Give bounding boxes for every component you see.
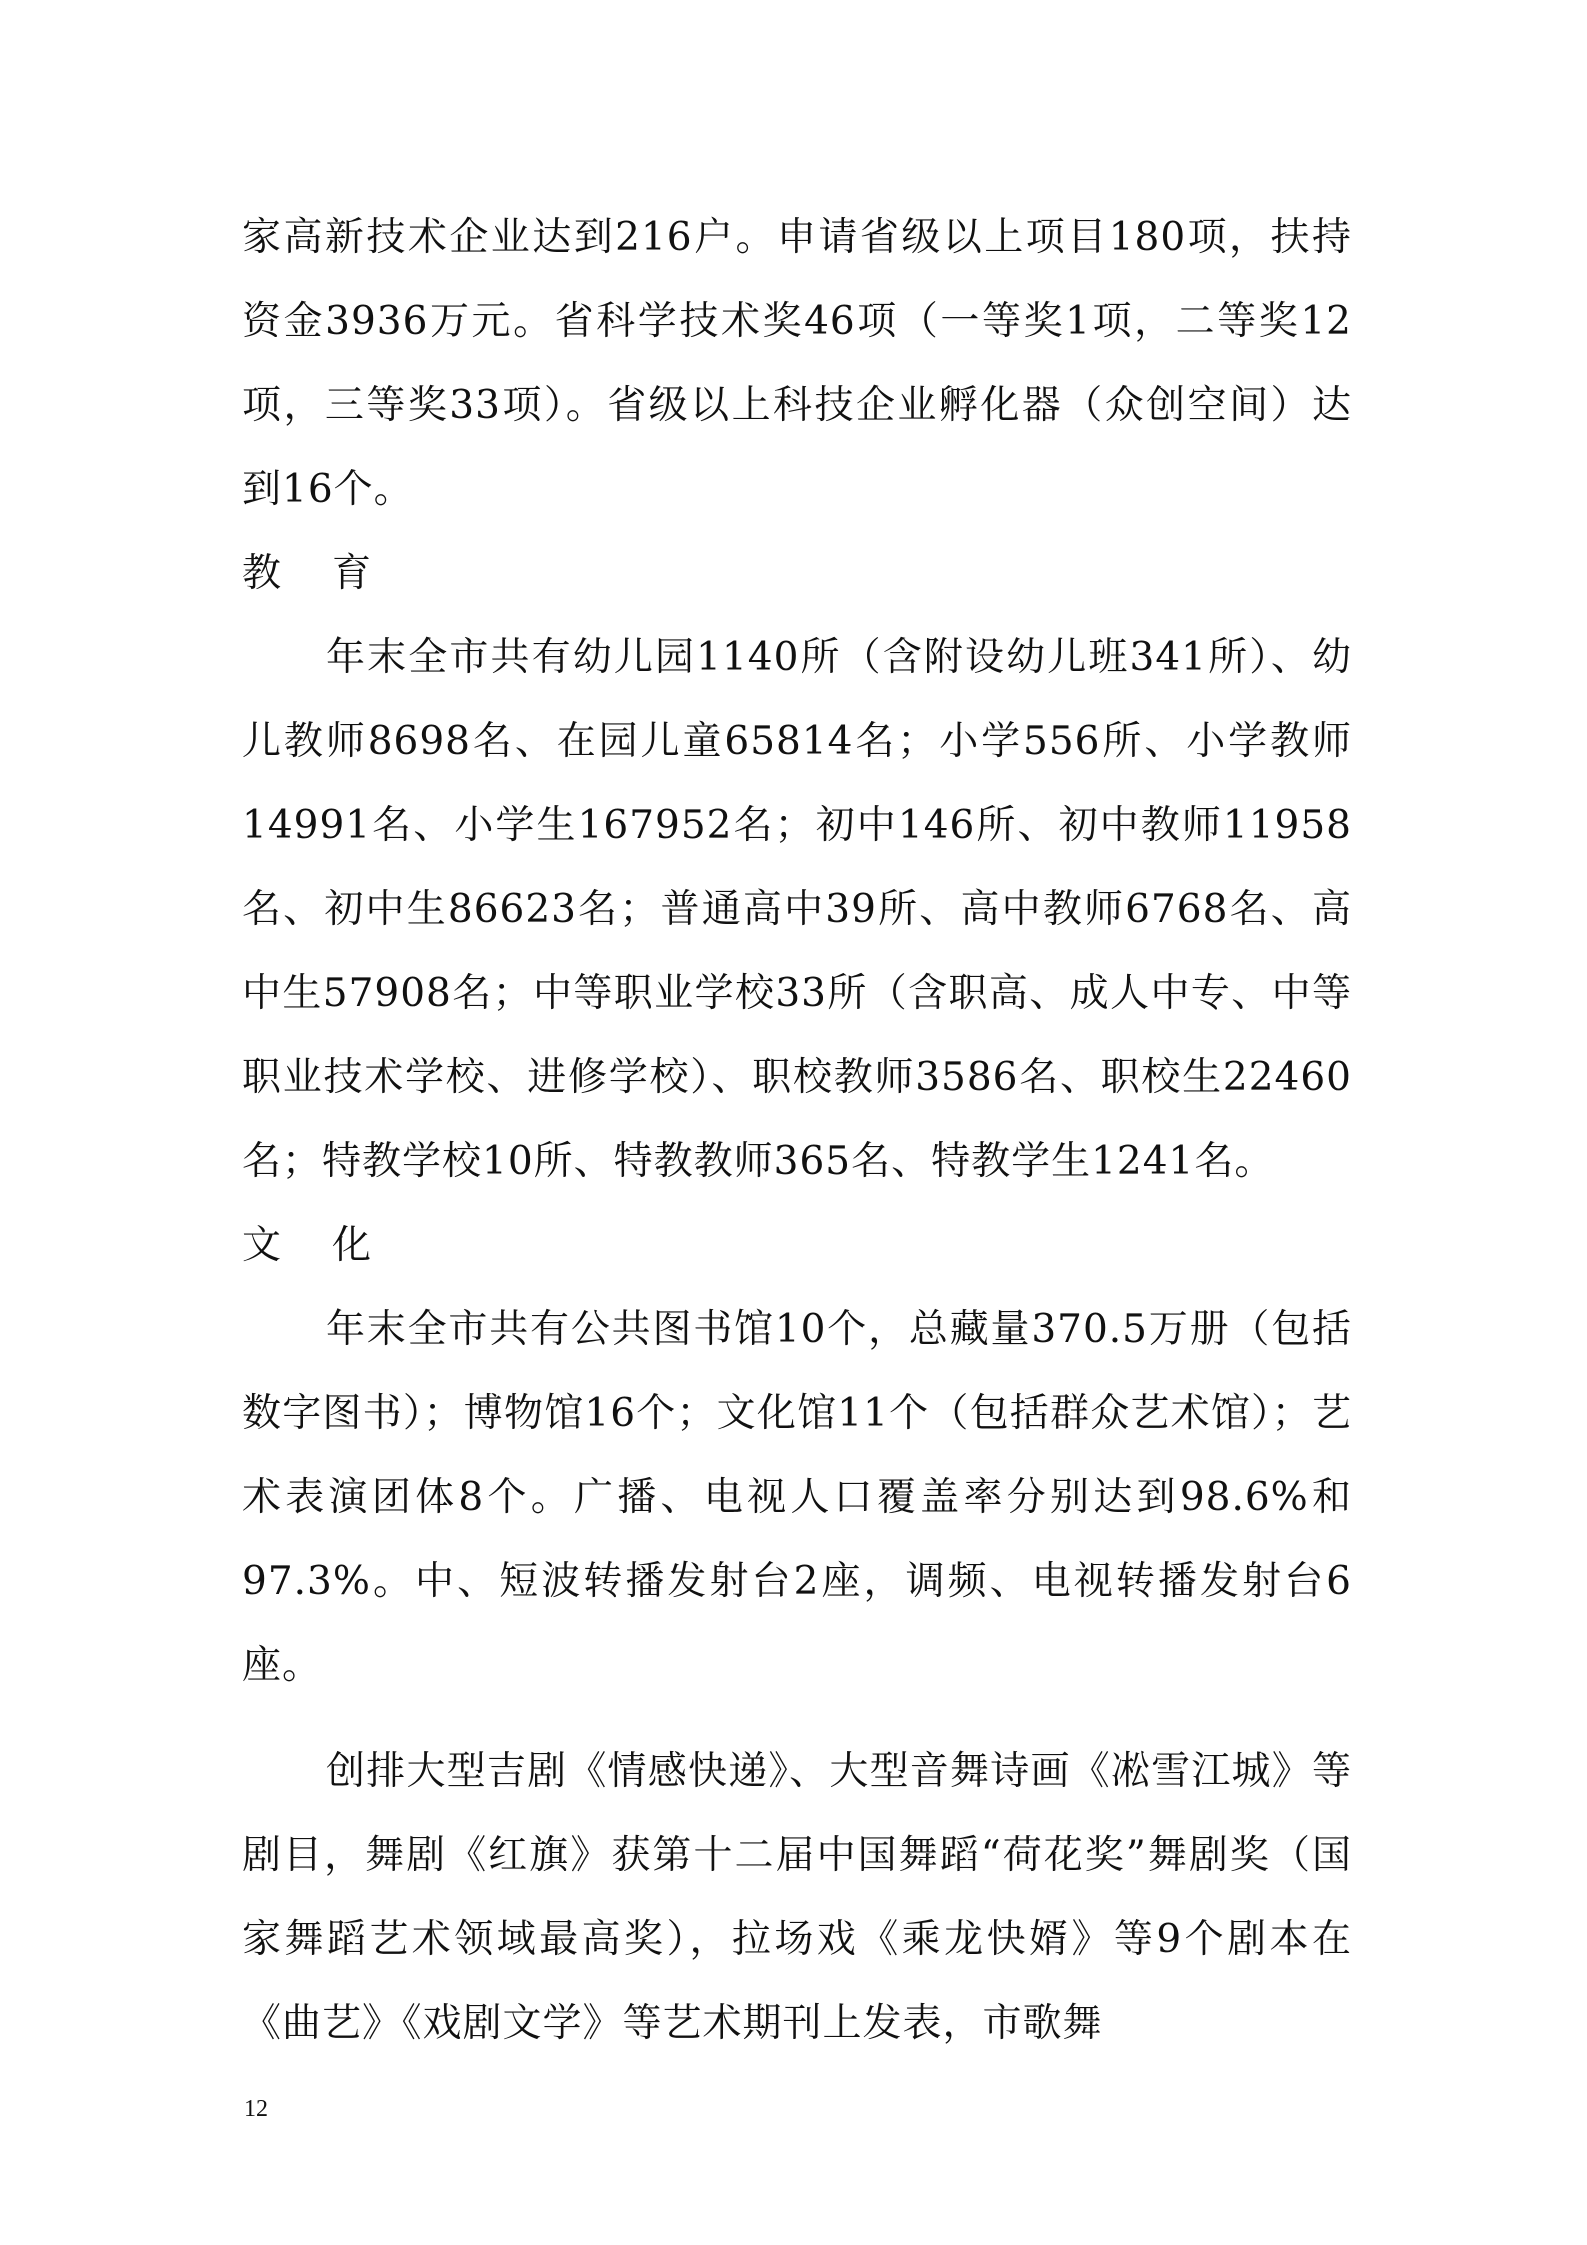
section-heading-culture [242, 1204, 1352, 1288]
page-number: 12 [244, 2096, 268, 2122]
culture-paragraph-2: 创排大型吉剧《情感快递》、大型音舞诗画《凇雪江城》等剧目，舞剧《红旗》获第十二届中国舞蹈“荷花奖”舞剧奖（国家舞蹈艺术领域最高奖），拉场戏《乘龙快婿》等9个剧本在《曲艺》《戏剧文学》等艺术期刊上发表，市歌舞 [242, 1749, 1352, 2046]
heading-education-char-2: 育 [332, 551, 373, 596]
heading-culture-char-2: 化 [332, 1223, 373, 1268]
culture-paragraph-1: 年末全市共有公共图书馆10个，总藏量370.5万册（包括数字图书）；博物馆16个；文化馆11个（包括群众艺术馆）；艺术表演团体8个。广播、电视人口覆盖率分别达到98.6%和97.3%。中、短波转播发射台2座，调频、电视转播发射台6座。 [242, 1307, 1352, 1688]
heading-education-char-1: 教 [242, 551, 283, 596]
tech-continuation-paragraph: 家高新技术企业达到216户。申请省级以上项目180项，扶持资金3936万元。省科学技术奖46项（一等奖1项，二等奖12项，三等奖33项）。省级以上科技企业孵化器（众创空间）达到16个。 [242, 215, 1352, 512]
education-paragraph: 年末全市共有幼儿园1140所（含附设幼儿班341所）、幼儿教师8698名、在园儿童65814名；小学556所、小学教师14991名、小学生167952名；初中146所、初中教师11958名、初中生86623名；普通高中39所、高中教师6768名、高中生57908名；中等职业学校33所（含职高、成人中专、中等职业技术学校、进修学校）、职校教师3586名、职校生22460名；特教学校10所、特教教师365名、特教学生1241名。 [242, 635, 1352, 1184]
heading-culture-char-1: 文 [242, 1223, 283, 1268]
section-heading-education [242, 532, 1352, 616]
page-content [242, 196, 1352, 2066]
